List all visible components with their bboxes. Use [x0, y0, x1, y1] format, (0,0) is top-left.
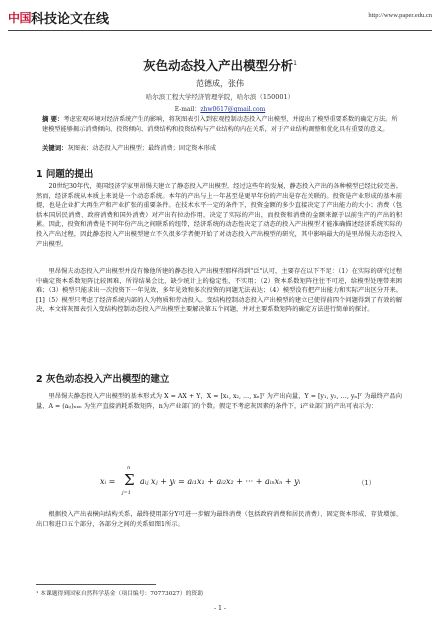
header-divider [8, 30, 432, 31]
logo-text-cn: 中国 [8, 10, 32, 25]
body-paragraph-3: 里昂惕夫静态投入产出模型的基本形式为 X = AX + Y，X = [x₁, x₂, …, xₙ]ᵀ 为产出向量，Y = [y₁, y₂, …, yₙ]ᵀ 为最终产品向量，A = (aᵢⱼ)ₙₓₙ 为生产直接消耗系数矩阵，n为产业部门的个数。假定不考虑灰因素的条件下，i产业部门的产出可表示为： [36, 393, 402, 410]
title-text: 灰色动态投入产出模型分析 [143, 58, 294, 73]
body-paragraph-1: 20世纪30年代，美国经济学家里昂惕夫建立了静态投入产出模型，经过这些年的发展，静态投入产出的各种模型已经比较完善。然而，经济系统从本质上来说是一个动态系统。本年的产出与上一年甚至是更早年份的产出是存在关联的。投资是产业形成的基本前提，也是企业扩大再生产和产业扩张的重要条件。在技术水平一定的条件下，投资金额的多少直接决定了产出能力的大小；消费（包括本国居民消费、政府消费和国外消费）对产出有拉动作用，决定了实际的产出，而投资和消费的金额来源于以前生产的产出的积累。因此，投资和消费是不同年份产出之间联系的纽带，经济系统的动态性决定了动态的投入产出模型才能准确描述经济系统实际的投入产出过程，因此静态投入产出模型建立不久很多学者便开始了对动态投入产出模型的研究，其中影响最大的是里昂惕夫动态投入产出模型。 [36, 183, 402, 248]
title-footnote-mark: 1 [293, 59, 297, 67]
abstract-text: 考虑宏观环境对经济系统产生的影响，将灰图表引入到宏观控制动态投入产出模型，并提出了模型重要系数的确定方法。所建模型能够揭示消费倾向、投资倾向、消费结构和投资结构与产业结构的内在关系，对于产业结构调整和优化具有重要的意义。 [42, 116, 398, 133]
page-header [8, 6, 432, 32]
keywords-text: 灰图表；动态投入产出模型；最终消费；固定资本形成 [67, 145, 217, 152]
body-paragraph-4: 根据投入产出表横向结构关系，最终使用部分Y可进一步解为最终消费（包括政府消费和居民消费）、固定资本形成、存货增加、出口和进口五个部分，各部分之间的关系如图1所示。 [36, 511, 402, 528]
equation-number: （1） [358, 479, 376, 487]
paper-authors: 范德成，张伟 [196, 79, 244, 88]
body-paragraph-2: 里昂惕夫动态投入产出模型并没有像他所建的静态投入产出模型那样得到"泛"认可，主要存在以下不足：（1）在实际的研究过程中确定资本系数矩阵比较困难，所得结果会比，缺少统计上的稳定性，不实用；（2）资本系数矩阵往往不可逆，给模型处理带来困难；（3）模型只能求出一次投资下一年见效，多年见效和多次投资的问题无法表达；（4）模型没有把产出能力和实际产出区分开来。[1]（5）模型只考虑了经济系统内部的人为物质和劳动投入。变结构控制动态投入产出模型的建立已使得前四个问题得到了有效的解决，本文将灰图表引入变结构控制动态投入产出模型主要解决第五个问题，并对主要系数矩阵的确定方法进行简单的探讨。 [36, 268, 402, 314]
section-heading-2: 2 灰色动态投入产出模型的建立 [36, 374, 170, 385]
equation-1 [100, 465, 340, 500]
site-url[interactable]: http://www.paper.edu.cn [368, 12, 432, 19]
abstract-label: 摘 要： [42, 115, 64, 123]
logo-text: 科技论文在线 [31, 11, 110, 27]
equation-lhs: xᵢ = [100, 477, 116, 486]
equation-rhs: aᵢⱼ xⱼ + yᵢ = aᵢ₁x₁ + aᵢ₂x₂ + ··· + aᵢₙxₙ + yᵢ [140, 477, 301, 486]
sum-upper-limit: n [127, 465, 131, 471]
sum-symbol: Σ [124, 471, 135, 489]
keywords-label: 关键词： [42, 144, 68, 152]
paper-email-line [0, 104, 440, 113]
site-logo[interactable] [8, 8, 109, 26]
page-number: - 1 - [214, 605, 226, 612]
paper-affiliation: 哈尔滨工程大学经济管理学院，哈尔滨（150001） [145, 93, 295, 101]
keywords [42, 144, 398, 154]
email-label: E-mail： [174, 106, 201, 113]
email-link[interactable]: zhw0617@gmail.com [200, 106, 266, 113]
section-heading-1: 1 问题的提出 [36, 169, 94, 180]
paper-title [0, 56, 440, 74]
abstract [42, 115, 398, 134]
footnote-divider [36, 584, 156, 585]
footnote: ¹ 本课题得到国家自然科学基金（项目编号：70773027）的资助 [36, 591, 204, 597]
sum-lower-limit: j=1 [122, 490, 131, 496]
